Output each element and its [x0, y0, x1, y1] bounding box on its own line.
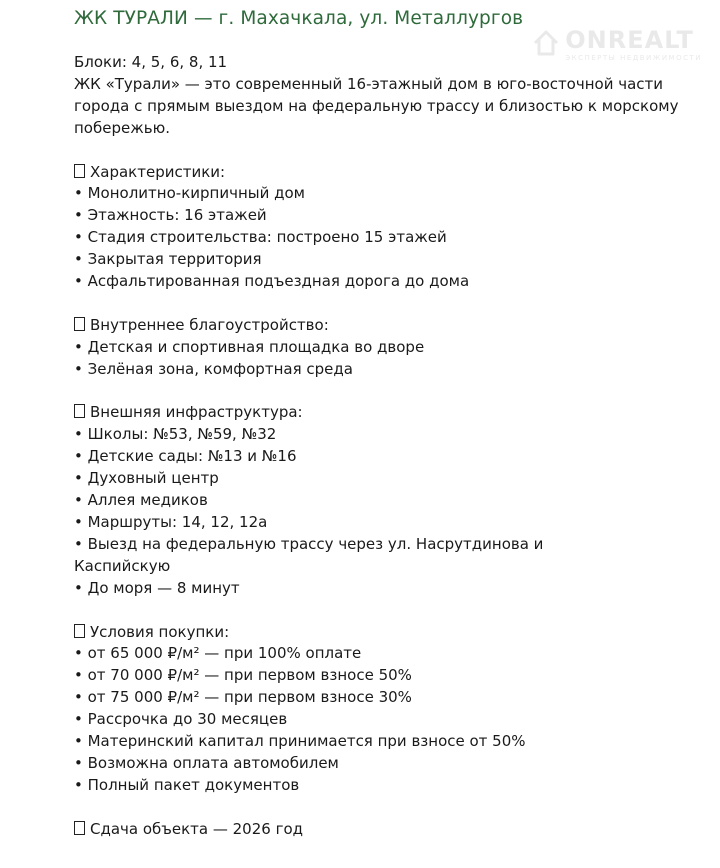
description: ЖК «Турали» — это современный 16-этажный дом в юго-восточной части города с прямым выездом на федеральную трассу и близостью к морскому побережью. [74, 74, 679, 137]
section-infrastructure [74, 402, 684, 599]
list-item: • Школы: №53, №59, №32 [74, 425, 277, 444]
delivery-date: Сдача объекта — 2026 год [74, 819, 684, 841]
listing-content [74, 52, 684, 841]
list-item: • Этажность: 16 этажей [74, 206, 267, 225]
list-item: • от 75 000 ₽/м² — при первом взносе 30% [74, 688, 412, 707]
list-item: Каспийскую [74, 556, 171, 575]
list-item: • Полный пакет документов [74, 775, 300, 794]
missing-glyph-box-icon [74, 317, 85, 331]
blocks-line: Блоки: 4, 5, 6, 8, 11 [74, 53, 228, 71]
list-item: • от 65 000 ₽/м² — при 100% оплате [74, 644, 362, 663]
section-interior [74, 315, 684, 381]
list-item: • Аллея медиков [74, 491, 208, 510]
list-item: • Рассрочка до 30 месяцев [74, 710, 288, 729]
missing-glyph-box-icon [74, 404, 85, 418]
section-characteristics [74, 162, 684, 293]
list-item: • от 70 000 ₽/м² — при первом взносе 50% [74, 666, 412, 685]
list-item: • Выезд на федеральную трассу через ул. Насрутдинова и [74, 534, 544, 553]
list-item: • До моря — 8 минут [74, 578, 240, 597]
page-title: ЖК ТУРАЛИ — г. Махачкала, ул. Металлургов [74, 8, 524, 29]
section-heading: Условия покупки: [74, 622, 684, 644]
list-item: • Возможна оплата автомобилем [74, 753, 339, 772]
list-item: • Духовный центр [74, 469, 219, 488]
section-heading: Внешняя инфраструктура: [74, 402, 684, 424]
list-item: • Зелёная зона, комфортная среда [74, 359, 353, 378]
missing-glyph-box-icon [74, 624, 85, 638]
section-heading: Внутреннее благоустройство: [74, 315, 684, 337]
list-item: • Закрытая территория [74, 250, 262, 269]
section-purchase-terms [74, 622, 684, 797]
list-item: • Материнский капитал принимается при взносе от 50% [74, 732, 526, 751]
list-item: • Детские сады: №13 и №16 [74, 447, 297, 466]
missing-glyph-box-icon [74, 164, 85, 178]
list-item: • Асфальтированная подъездная дорога до дома [74, 272, 470, 291]
section-heading: Характеристики: [74, 162, 684, 184]
list-item: • Монолитно-кирпичный дом [74, 184, 305, 203]
list-item: • Маршруты: 14, 12, 12а [74, 512, 268, 531]
watermark-brand: ONREALT [565, 26, 694, 54]
missing-glyph-box-icon [74, 821, 85, 835]
list-item: • Детская и спортивная площадка во дворе [74, 337, 425, 356]
list-item: • Стадия строительства: построено 15 этажей [74, 228, 447, 247]
watermark-tagline: ЭКСПЕРТЫ НЕДВИЖИМОСТИ [565, 54, 702, 62]
